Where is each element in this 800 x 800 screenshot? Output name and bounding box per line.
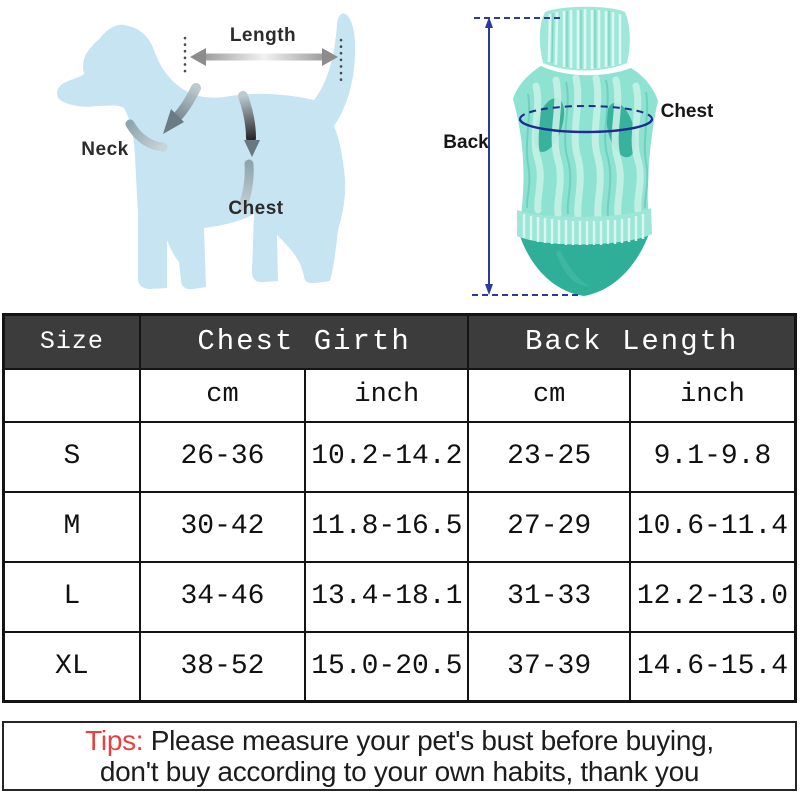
length-arrowhead-left-icon <box>190 48 206 66</box>
table-row-s <box>4 422 796 492</box>
col-header-chest-girth: Chest Girth <box>140 315 469 369</box>
tips-line-2 <box>4 756 795 787</box>
back-cm-value: 27-29 <box>468 492 630 562</box>
back-inch-value: 12.2-13.0 <box>630 562 796 632</box>
table-row-xl <box>4 632 796 702</box>
table-row-l <box>4 562 796 632</box>
table-header-row <box>4 315 796 369</box>
tips-box <box>2 721 797 791</box>
length-label: Length <box>229 25 297 46</box>
back-cm-value: 31-33 <box>468 562 630 632</box>
size-value: M <box>4 492 140 562</box>
col-header-size: Size <box>4 315 140 369</box>
tips-text-1: Please measure your pet's bust before buying, <box>150 725 714 756</box>
chest-inch-value: 13.4-18.1 <box>305 562 468 632</box>
col-header-back-length: Back Length <box>468 315 795 369</box>
unit-chest-cm: cm <box>140 369 306 422</box>
table-row-m <box>4 492 796 562</box>
chest-cm-value: 30-42 <box>140 492 306 562</box>
size-table <box>2 313 797 703</box>
dog-chest-label: Chest <box>228 198 284 219</box>
back-inch-value: 10.6-11.4 <box>630 492 796 562</box>
sweater-chest-label: Chest <box>660 101 714 122</box>
neck-label: Neck <box>81 139 129 160</box>
tips-line-1 <box>4 725 795 756</box>
back-inch-value: 9.1-9.8 <box>630 422 796 492</box>
unit-back-cm: cm <box>468 369 630 422</box>
empty-cell <box>4 369 140 422</box>
tips-text-2: don't buy according to your own habits, thank you <box>99 756 700 787</box>
back-arrowhead-down-icon <box>485 284 493 295</box>
size-value: S <box>4 422 140 492</box>
chest-inch-value: 10.2-14.2 <box>305 422 468 492</box>
size-value: L <box>4 562 140 632</box>
back-cm-value: 23-25 <box>468 422 630 492</box>
table-units-row <box>4 369 796 422</box>
chest-inch-value: 11.8-16.5 <box>305 492 468 562</box>
sweater-measure-diagram <box>430 0 800 310</box>
chest-cm-value: 26-36 <box>140 422 306 492</box>
back-inch-value: 14.6-15.4 <box>630 632 796 702</box>
size-value: XL <box>4 632 140 702</box>
length-arrow-shaft <box>204 54 324 61</box>
unit-back-inch: inch <box>630 369 796 422</box>
chest-cm-value: 34-46 <box>140 562 306 632</box>
back-label: Back <box>443 132 489 153</box>
tips-label: Tips: <box>85 725 144 756</box>
back-cm-value: 37-39 <box>468 632 630 702</box>
chest-cm-value: 38-52 <box>140 632 306 702</box>
unit-chest-inch: inch <box>305 369 468 422</box>
chest-inch-value: 15.0-20.5 <box>305 632 468 702</box>
